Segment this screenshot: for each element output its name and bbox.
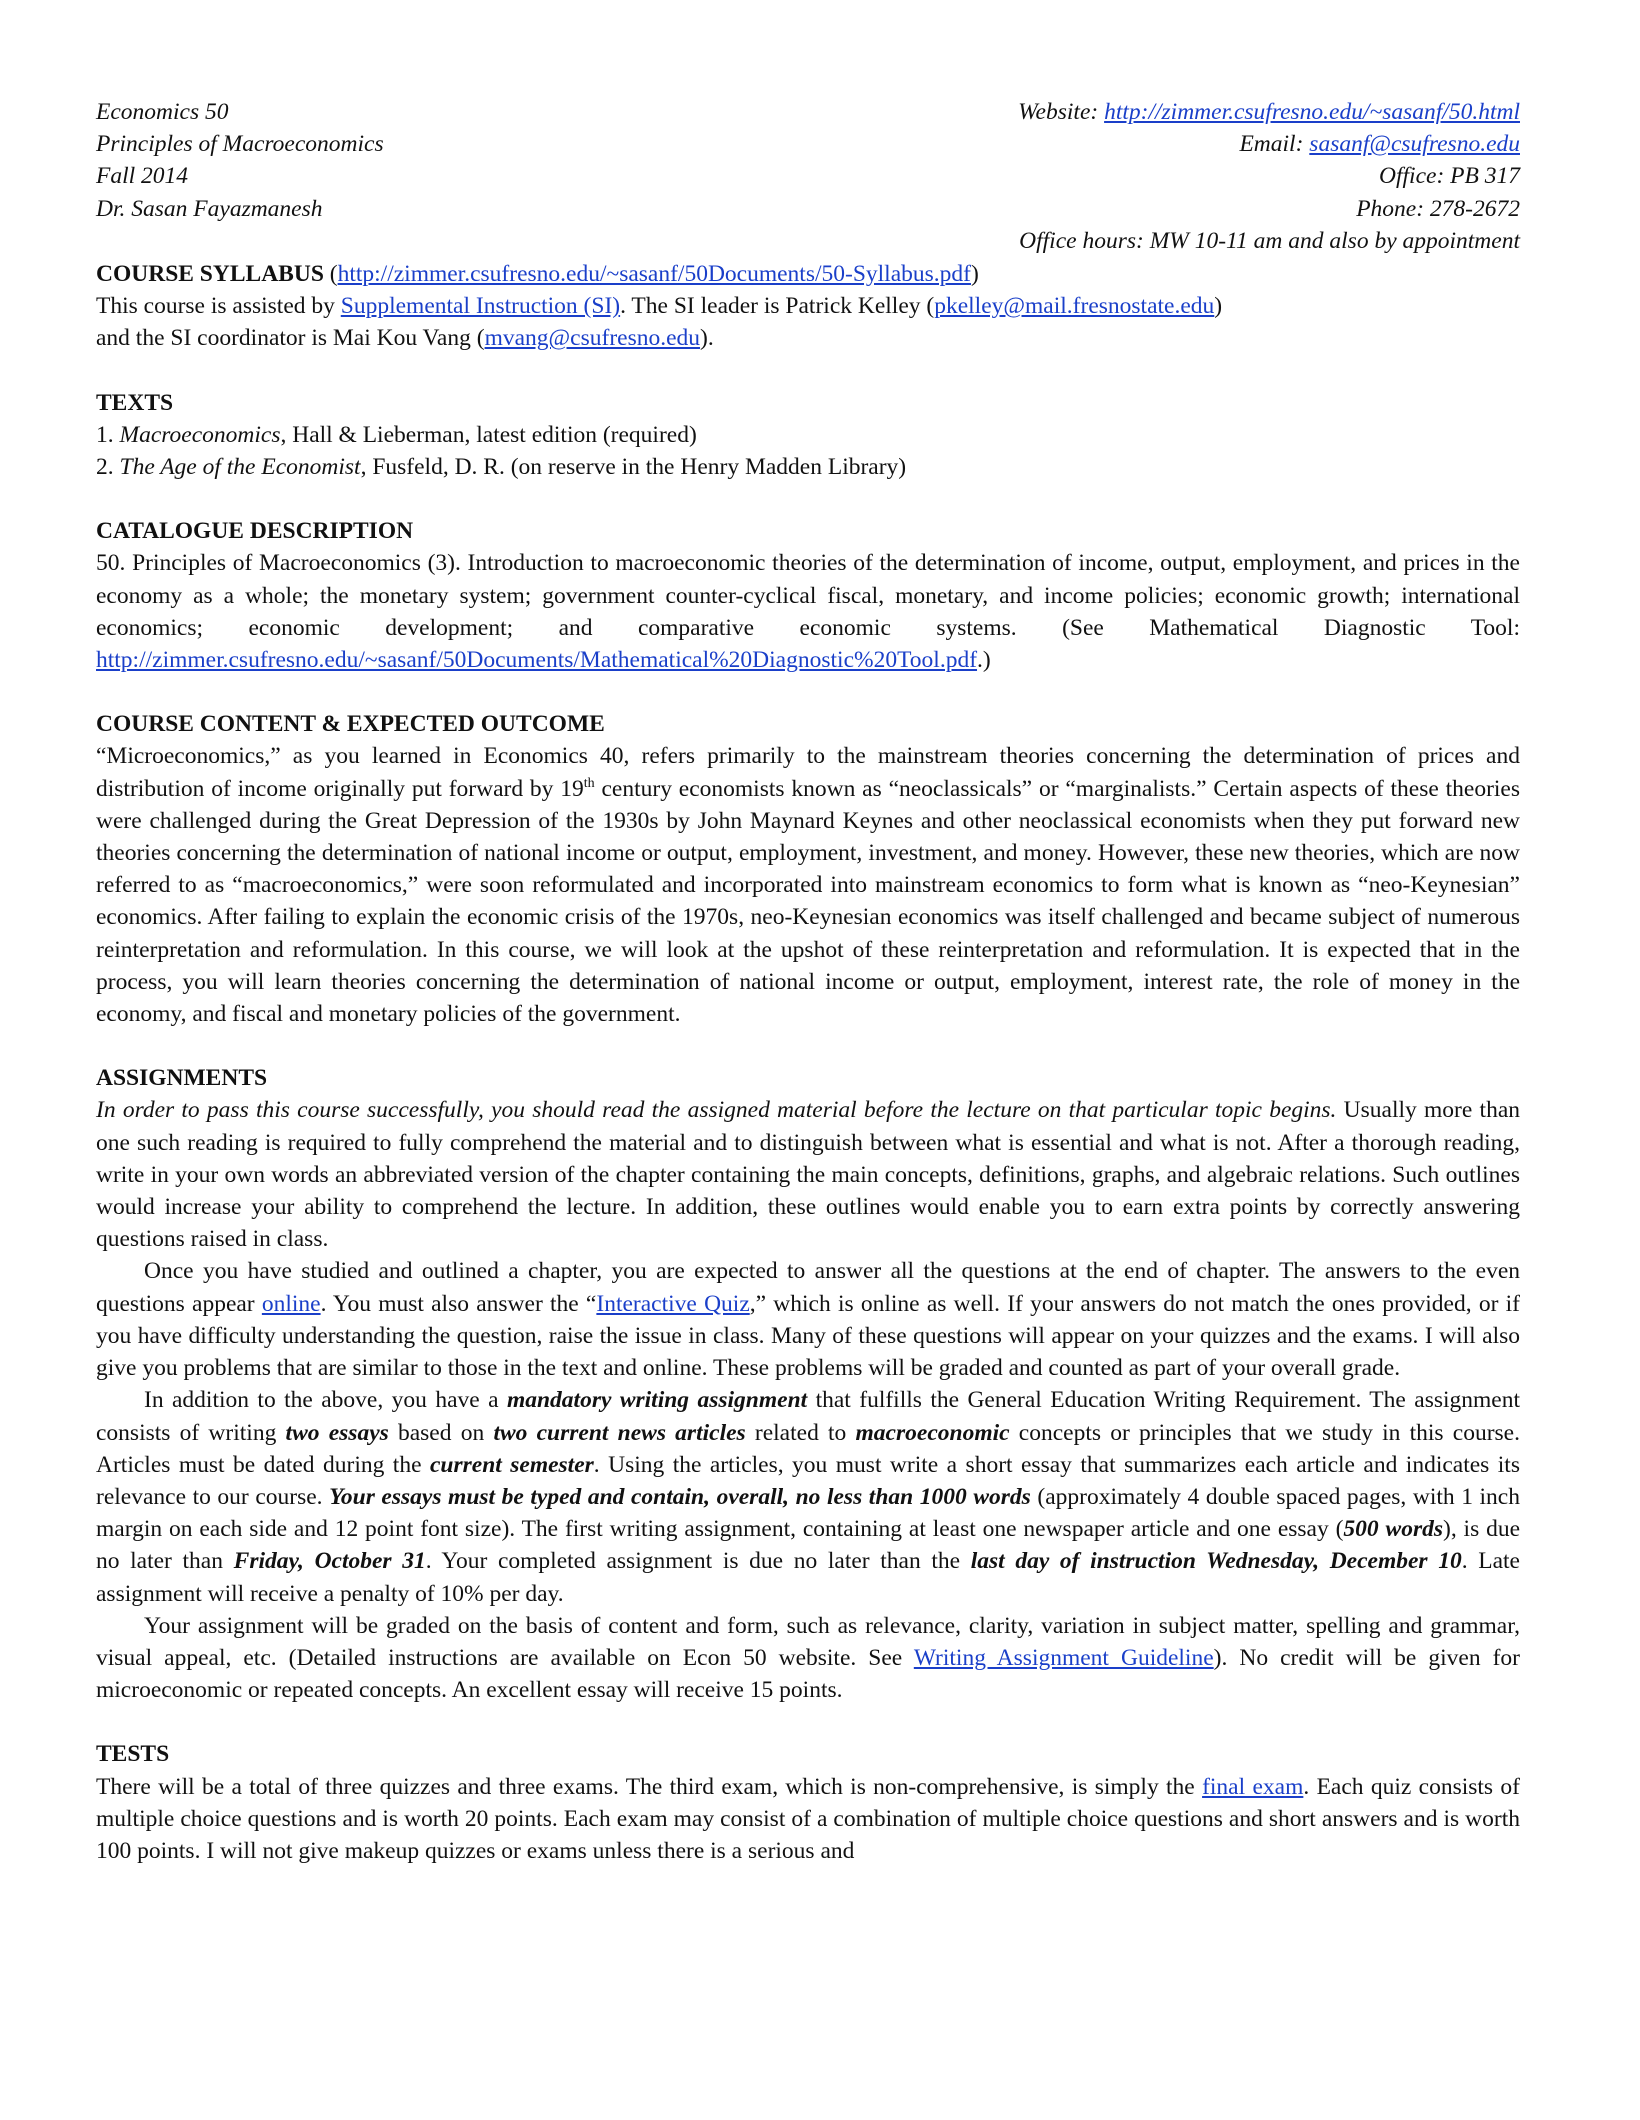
text-item-1: 1. Macroeconomics, Hall & Lieberman, latest edition (required) bbox=[96, 421, 697, 448]
assignments-paragraph-2: Once you have studied and outlined a chapter, you are expected to answer all the questions at the end of chapter. The answers to the even questions appear online. You must also answer the “Interactive Quiz,” which is online as well. If your answers do not match the ones provided, or if you have difficulty understanding the question, raise the issue in class. Many of these questions will appear on your quizzes and the exams. I will also give you problems that are similar to those in the text and online. These problems will be graded and counted as part of your overall grade. bbox=[96, 1258, 1520, 1382]
course-term: Fall 2014 bbox=[96, 163, 189, 190]
section-heading-content: COURSE CONTENT & EXPECTED OUTCOME bbox=[96, 711, 605, 738]
website-line bbox=[1018, 96, 1520, 128]
texts-section bbox=[96, 387, 1520, 484]
catalogue-body: 50. Principles of Macroeconomics (3). Introduction to macroeconomic theories of the determination of income, output, employment, and prices in the economy as a whole; the monetary system; government counter-cyclical fiscal, monetary, and income policies; economic growth; international economics; economic development; and comparative economic systems. (See Mathematical Diagnostic Tool: http://zimmer.csufresno.edu/~sasanf/50Documents/Mathematical%20Diagnostic%20Tool.pdf.) bbox=[96, 550, 1520, 674]
assignments-paragraph-4: Your assignment will be graded on the basis of content and form, such as relevance, clarity, variation in subject matter, spelling and grammar, visual appeal, etc. (Detailed instructions are available on Econ 50 website. See Writing Assignment Guideline). No credit will be given for microeconomic or repeated concepts. An excellent essay will receive 15 points. bbox=[96, 1612, 1521, 1704]
content-body: “Microeconomics,” as you learned in Economics 40, refers primarily to the mainstream theories concerning the determination of prices and distribution of income originally put forward by 19th century economists known as “neoclassicals” or “marginalists.” Certain aspects of these theories were challenged during the Great Depression of the 1930s by John Maynard Keynes and other neoclassical economists when they put forward new theories concerning the determination of national income or output, employment, investment, and money. However, these new theories, which are now referred to as “macroeconomics,” were soon reformulated and incorporated into mainstream economics to form what is known as “neo-Keynesian” economics. After failing to explain the economic crisis of the 1970s, neo-Keynesian economics was itself challenged and became subject of numerous reinterpretation and reformulation. In this course, we will look at the upshot of these reinterpretation and reformulation. It is expected that in the process, you will learn theories concerning the determination of national income or output, employment, interest rate, the role of money in the economy, and fiscal and monetary policies of the government. bbox=[96, 743, 1521, 1028]
section-heading-syllabus: COURSE SYLLABUS bbox=[96, 261, 324, 287]
assignments-lead: In order to pass this course successfully, you should read the assigned material before the lecture on that particular topic begins. bbox=[96, 1097, 1337, 1124]
si-text: This course is assisted by Supplemental Instruction (SI). The SI leader is Patrick Kelley (pkelley@mail.fresnostate.edu) bbox=[96, 293, 1223, 320]
final-exam-link[interactable]: final exam bbox=[1202, 1773, 1304, 1800]
phone-line: Phone: 278-2672 bbox=[1356, 195, 1520, 222]
office-hours-line: Office hours: MW 10-11 am and also by appointment bbox=[1019, 227, 1520, 254]
catalogue-section bbox=[96, 515, 1520, 676]
online-answers-link[interactable]: online bbox=[261, 1290, 321, 1317]
assignments-paragraph-1: In order to pass this course successfully, you should read the assigned material before the lecture on that particular topic begins. Usually more than one such reading is required to fully comprehend the material and to distinguish between what is essential and what is not. After a thorough reading, write in your own words an abbreviated version of the chapter containing the main concepts, definitions, graphs, and algebraic relations. Such outlines would increase your ability to comprehend the lecture. In addition, these outlines would enable you to earn extra points by correctly answering questions raised in class. bbox=[96, 1097, 1521, 1253]
document-header bbox=[96, 96, 1520, 258]
diagnostic-tool-link[interactable]: http://zimmer.csufresno.edu/~sasanf/50Documents/Mathematical%20Diagnostic%20Tool.pdf bbox=[96, 647, 978, 674]
assignments-paragraph-3: In addition to the above, you have a mandatory writing assignment that fulfills the General Education Writing Requirement. The assignment consists of writing two essays based on two current news articles related to macroeconomic concepts or principles that we study in this course. Articles must be dated during the current semester. Using the articles, you must write a short essay that summarizes each article and indicates its relevance to our course. Your essays must be typed and contain, overall, no less than 1000 words (approximately 4 double spaced pages, with 1 inch margin on each side and 12 point font size). The first writing assignment, containing at least one newspaper article and one essay (500 words), is due no later than Friday, October 31. Your completed assignment is due no later than the last day of instruction Wednesday, December 10. Late assignment will receive a penalty of 10% per day. bbox=[96, 1387, 1521, 1607]
email-line bbox=[1018, 128, 1520, 160]
book-title-1: Macroeconomics bbox=[119, 421, 281, 448]
syllabus-section bbox=[96, 258, 1520, 355]
writing-guideline-link[interactable]: Writing Assignment Guideline bbox=[913, 1644, 1214, 1671]
syllabus-link[interactable]: http://zimmer.csufresno.edu/~sasanf/50Documents/50-Syllabus.pdf bbox=[337, 261, 971, 287]
content-section bbox=[96, 708, 1520, 1030]
assignments-section bbox=[96, 1062, 1520, 1706]
si-coordinator-text: and the SI coordinator is Mai Kou Vang (mvang@csufresno.edu). bbox=[96, 325, 714, 352]
syllabus-heading-line: COURSE SYLLABUS (http://zimmer.csufresno.edu/~sasanf/50Documents/50-Syllabus.pdf) bbox=[96, 261, 979, 287]
email-link[interactable]: sasanf@csufresno.edu bbox=[1309, 131, 1520, 158]
office-line: Office: PB 317 bbox=[1379, 163, 1520, 190]
website-label: Website: bbox=[1018, 99, 1105, 125]
text-item-2: 2. The Age of the Economist, Fusfeld, D. R. (on reserve in the Henry Madden Library) bbox=[96, 454, 907, 481]
syllabus-page bbox=[96, 96, 1520, 1867]
course-info bbox=[96, 96, 384, 225]
tests-paragraph: There will be a total of three quizzes and three exams. The third exam, which is non-comprehensive, is simply the final exam. Each quiz consists of multiple choice questions and is worth 20 points. Each exam may consist of a combination of multiple choice questions and short answers and is worth 100 points. I will not give makeup quizzes or exams unless there is a serious and bbox=[96, 1773, 1520, 1864]
section-heading-assignments: ASSIGNMENTS bbox=[96, 1065, 268, 1092]
interactive-quiz-link[interactable]: Interactive Quiz bbox=[596, 1290, 750, 1317]
instructor-name: Dr. Sasan Fayazmanesh bbox=[96, 195, 323, 222]
book-title-2: The Age of the Economist bbox=[119, 454, 361, 481]
tests-section bbox=[96, 1738, 1520, 1867]
website-link[interactable]: http://zimmer.csufresno.edu/~sasanf/50.html bbox=[1104, 99, 1520, 125]
si-coordinator-email-link[interactable]: mvang@csufresno.edu bbox=[484, 325, 701, 352]
email-label: Email: bbox=[1239, 131, 1310, 158]
contact-info bbox=[1018, 96, 1520, 257]
si-leader-email-link[interactable]: pkelley@mail.fresnostate.edu bbox=[934, 293, 1215, 320]
section-heading-catalogue: CATALOGUE DESCRIPTION bbox=[96, 518, 414, 545]
course-number: Economics 50 bbox=[96, 99, 229, 125]
section-heading-texts: TEXTS bbox=[96, 389, 174, 416]
section-heading-tests: TESTS bbox=[96, 1741, 170, 1768]
course-title: Principles of Macroeconomics bbox=[96, 131, 384, 158]
si-link[interactable]: Supplemental Instruction (SI) bbox=[340, 293, 621, 320]
